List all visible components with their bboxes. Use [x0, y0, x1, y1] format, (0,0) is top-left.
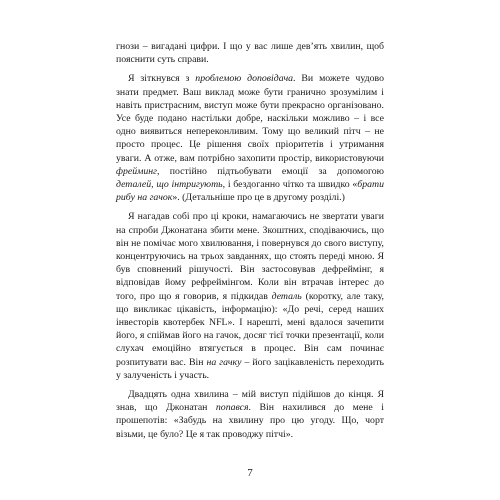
page-number: 7	[247, 467, 253, 479]
paragraph-p3	[116, 210, 384, 382]
paragraph-p2	[116, 72, 384, 204]
text-run: ». (Детальніше про це в другому розділі.)	[172, 192, 345, 204]
paragraph-p4	[116, 388, 384, 441]
emphasis-text: фрейминг	[116, 165, 157, 177]
emphasis-text: на гачку	[206, 356, 242, 368]
text-run: , постійно підтьобувати емоції за допомогою	[156, 165, 384, 177]
emphasis-text: деталь	[271, 290, 302, 302]
emphasis-text: проблемою доповідача	[195, 73, 294, 85]
text-run: – його зацікавленість переходить у залученість і участь.	[116, 356, 384, 381]
page-body	[116, 40, 384, 447]
text-run: , і бездоганно чітко та швидко «	[222, 179, 358, 191]
text-run: Я нагадав собі про ці кроки, намагаючись не звертати уваги на спроби Джонатана збити мене. Зкоштних, сподіваючись, що він не помічає мого хвилювання, і повернувся до свого виступу, концентруючись на трьох завданнях, що стоять переді мною. Я був сповнений рішучості. Він застосовував дефреймінг, я відповідав йому рефреймінгом. Коли він втрачав інтерес до того, про що я говорив, я підкидав	[116, 211, 384, 302]
text-run: . Ви можете чудово знати предмет. Ваш виклад може бути гранично зрозумілим і навіть пристрасним, виступ може бути прекрасно організовано. Усе буде подано настільки добре, наскільки можливо – і все одно виявиться непереконливим. Тому що великий пітч – не просто процес. Це рішення своїх пріоритетів і утримання уваги. А отже, вам потрібно захопити простір, використовуючи	[116, 73, 384, 164]
text-run: Двадцять одна хвилина – мій виступ підійшов до кінця. Я знав, що Джонатан	[116, 389, 384, 414]
text-run: гнози – вигадані цифри. І що у вас лише дев’ять хвилин, щоб пояснити суть справи.	[116, 41, 384, 66]
paragraph-p1	[116, 40, 384, 66]
emphasis-text: попався	[215, 402, 249, 414]
text-run: (коротку, але таку, що викликає цікавість, інформацію): «До речі, серед наших інвесторів квотербек NFL». І нарешті, мені вдалося зачепити його, я спіймав його на гачок, досяг тієї точки презентації, коли слухач емоційно втягується в процес. Він сам починає розпитувати вас. Він	[116, 290, 384, 368]
emphasis-text: деталей, що інтригують	[116, 179, 223, 191]
text-run: Я зіткнувся з	[128, 73, 196, 85]
text-run: . Він нахилився до мене і прошепотів: «Забудь на хвилину про цю угоду. Що, чорт візьми, це було? Це я так проводжу пітчі».	[116, 402, 384, 440]
emphasis-text: брати рибу на гачок	[116, 179, 384, 204]
